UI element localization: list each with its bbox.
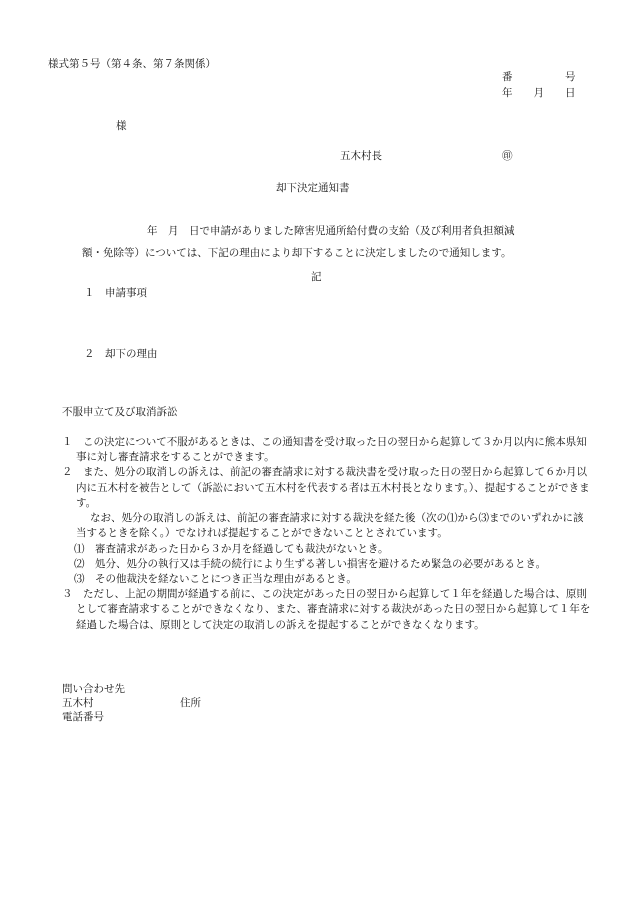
addressee-suffix: 様 — [116, 120, 127, 132]
appeal-subitem-3: ⑶ その他裁決を経ないことにつき正当な理由があるとき。 — [74, 572, 357, 585]
appeal-paragraph-3: ３ ただし、上記の期間が経過する前に、この決定があった日の翌日から起算して１年を経過した場合は、原則として審査請求することができなくなり、また、審査請求に対する裁決があった日の翌日から起算して１年を経過した場合は、原則として決定の取消しの訴えを提起することができなくなります。 — [62, 588, 591, 631]
item-rejection-reason: ２ 却下の理由 — [84, 348, 158, 360]
contact-phone-label: 電話番号 — [62, 711, 104, 723]
appeal-heading: 不服申立て及び取消訴訟 — [62, 406, 178, 418]
form-label: 様式第５号（第４条、第７条関係） — [48, 58, 216, 70]
seal-mark: ㊞ — [502, 150, 513, 162]
appeal-paragraph-1: １ この決定について不服があるときは、この通知書を受け取った日の翌日から起算して３か月以内に熊本県知事に対し審査請求をすることができます。 — [62, 436, 587, 464]
appeal-paragraph-2-note: なお、処分の取消しの訴えは、前記の審査請求に対する裁決を経た後（次の⑴から⑶までのいずれかに該当するときを除く。）でなければ提起することができないこととされています。 — [76, 512, 584, 540]
body-text-line-2: 額・免除等）については、下記の理由により却下することに決定しましたので通知します。 — [82, 247, 512, 259]
contact-address-label: 住所 — [180, 697, 201, 709]
document-date-label: 年 月 日 — [502, 87, 576, 99]
ki-heading: 記 — [311, 271, 322, 283]
appeal-paragraph-2: ２ また、処分の取消しの訴えは、前記の審査請求に対する裁決書を受け取った日の翌日から起算して６か月以内に五木村を被告として（訴訟において五木村を代表する者は五木村長となります。）、提起することができます。 — [62, 466, 590, 509]
issuer-name: 五木村長 — [340, 150, 382, 162]
appeal-section — [62, 435, 592, 633]
document-number-label: 番 号 — [502, 71, 576, 83]
contact-organization: 五木村 — [62, 697, 94, 709]
appeal-subitem-1: ⑴ 審査請求があった日から３か月を経過しても裁決がないとき。 — [74, 542, 389, 555]
body-text-line-1: 年 月 日で申請がありました障害児通所給付費の支給（及び利用者負担額減 — [147, 225, 515, 237]
document-title: 却下決定通知書 — [276, 182, 350, 194]
item-application-matter: １ 申請事項 — [84, 287, 147, 299]
appeal-subitem-2: ⑵ 処分、処分の執行又は手続の続行により生ずる著しい損害を避けるため緊急の必要があるとき。 — [74, 557, 547, 570]
contact-heading: 問い合わせ先 — [62, 683, 125, 695]
